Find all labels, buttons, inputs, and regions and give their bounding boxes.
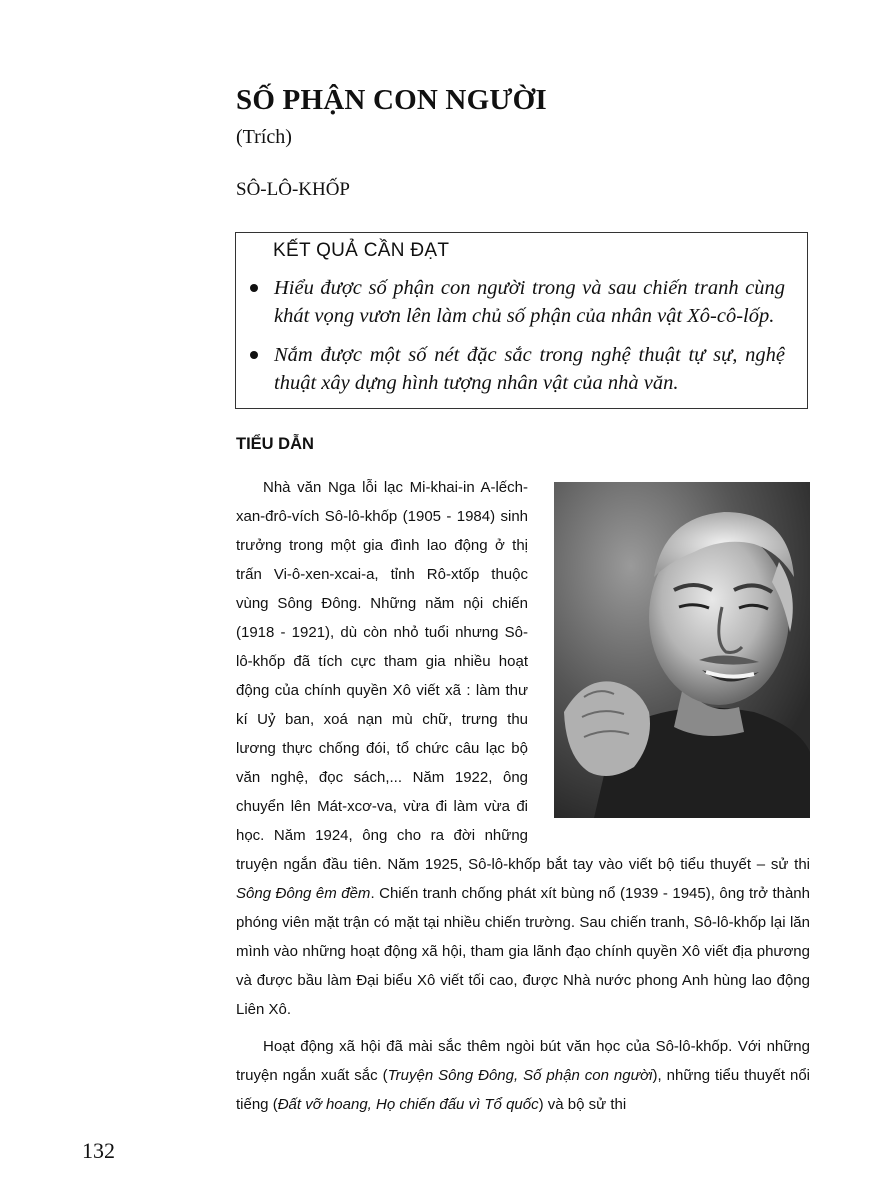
paragraph-text-start: Nhà văn Nga lỗi lạc Mi-khai-in A-lếch-xan-đrô-vích Sô-lô-khốp (1905 - 1984) sinh trưởng trong một gia đình lao động ở thị trấn Vi-ô-xen-xcai-a, tỉnh Rô-xtốp thuộc vùng Sông Đông. Những năm nội chiến (1918 - 1921), dù còn nhỏ tuổi nhưng Sô-lô-khốp đã tích cực tham gia nhiều hoạt động của chính quyền Xô viết xã : làm thư kí Uỷ ban, xoá nạn mù chữ, trưng thu lương thực chống đói, tổ chức câu lạc bộ văn nghệ, đọc sách,... Năm 1922, ông chuyển lên Mát-xcơ-va, vừa đi làm vừa đi học. Năm 1924, ông cho ra đời những truyện ngắn đầu tiên. Năm 1925, Sô-lô-khốp bắt tay vào viết bộ tiểu thuyết – sử thi — [236, 479, 810, 873]
page-number: 132 — [82, 1138, 115, 1163]
goal-item — [250, 341, 785, 397]
intro-paragraph-1 — [236, 473, 810, 1024]
goal-item — [250, 274, 785, 330]
works-list: Truyện Sông Đông, Số phận con người — [387, 1067, 653, 1084]
learning-goals-box — [235, 232, 808, 409]
section-heading: TIỂU DẪN — [236, 435, 314, 453]
goal-text: Nắm được một số nét đặc sắc trong nghệ thuật tự sự, nghệ thuật xây dựng hình tượng nhân vật của nhà văn. — [274, 344, 785, 394]
portrait-illustration — [554, 482, 810, 818]
paragraph-text — [236, 1032, 810, 1119]
goal-text: Hiểu được số phận con người trong và sau chiến tranh cùng khát vọng vươn lên làm chủ số phận của nhân vật Xô-cô-lốp. — [274, 277, 785, 327]
book-title: Sông Đông êm đềm — [236, 885, 371, 902]
lesson-subtitle: (Trích) — [236, 126, 292, 148]
paragraph-text-end: . Chiến tranh chống phát xít bùng nổ (1939 - 1945), ông trở thành phóng viên mặt trận có mặt tại nhiều chiến trường. Sau chiến tranh, Sô-lô-khốp lại lăn mình vào những hoạt động xã hội, tham gia lãnh đạo chính quyền Xô viết địa phương và được bầu làm Đại biểu Xô viết tối cao, được Nhà nước phong Anh hùng lao động Liên Xô. — [236, 885, 810, 1018]
paragraph-fragment: Hoạt động xã hội đã mài sắc thêm ngòi bút văn học của Sô-lô-khốp. Với những truyện ngắn xuất sắc ( — [236, 1038, 810, 1084]
goals-list — [250, 274, 785, 408]
author-portrait-image — [554, 482, 810, 818]
intro-paragraph-2 — [236, 1032, 810, 1119]
paragraph-fragment: ) và bộ sử thi — [538, 1096, 627, 1113]
bullet-icon — [250, 284, 258, 292]
bullet-icon — [250, 351, 258, 359]
author-name: SÔ-LÔ-KHỐP — [236, 179, 350, 200]
paragraph-fragment: ), những tiểu thuyết nổi tiếng ( — [236, 1067, 811, 1113]
goals-heading: KẾT QUẢ CẦN ĐẠT — [273, 240, 450, 261]
lesson-title: SỐ PHẬN CON NGƯỜI — [236, 84, 547, 116]
works-list: Đất vỡ hoang, Họ chiến đấu vì Tổ quốc — [277, 1096, 539, 1113]
